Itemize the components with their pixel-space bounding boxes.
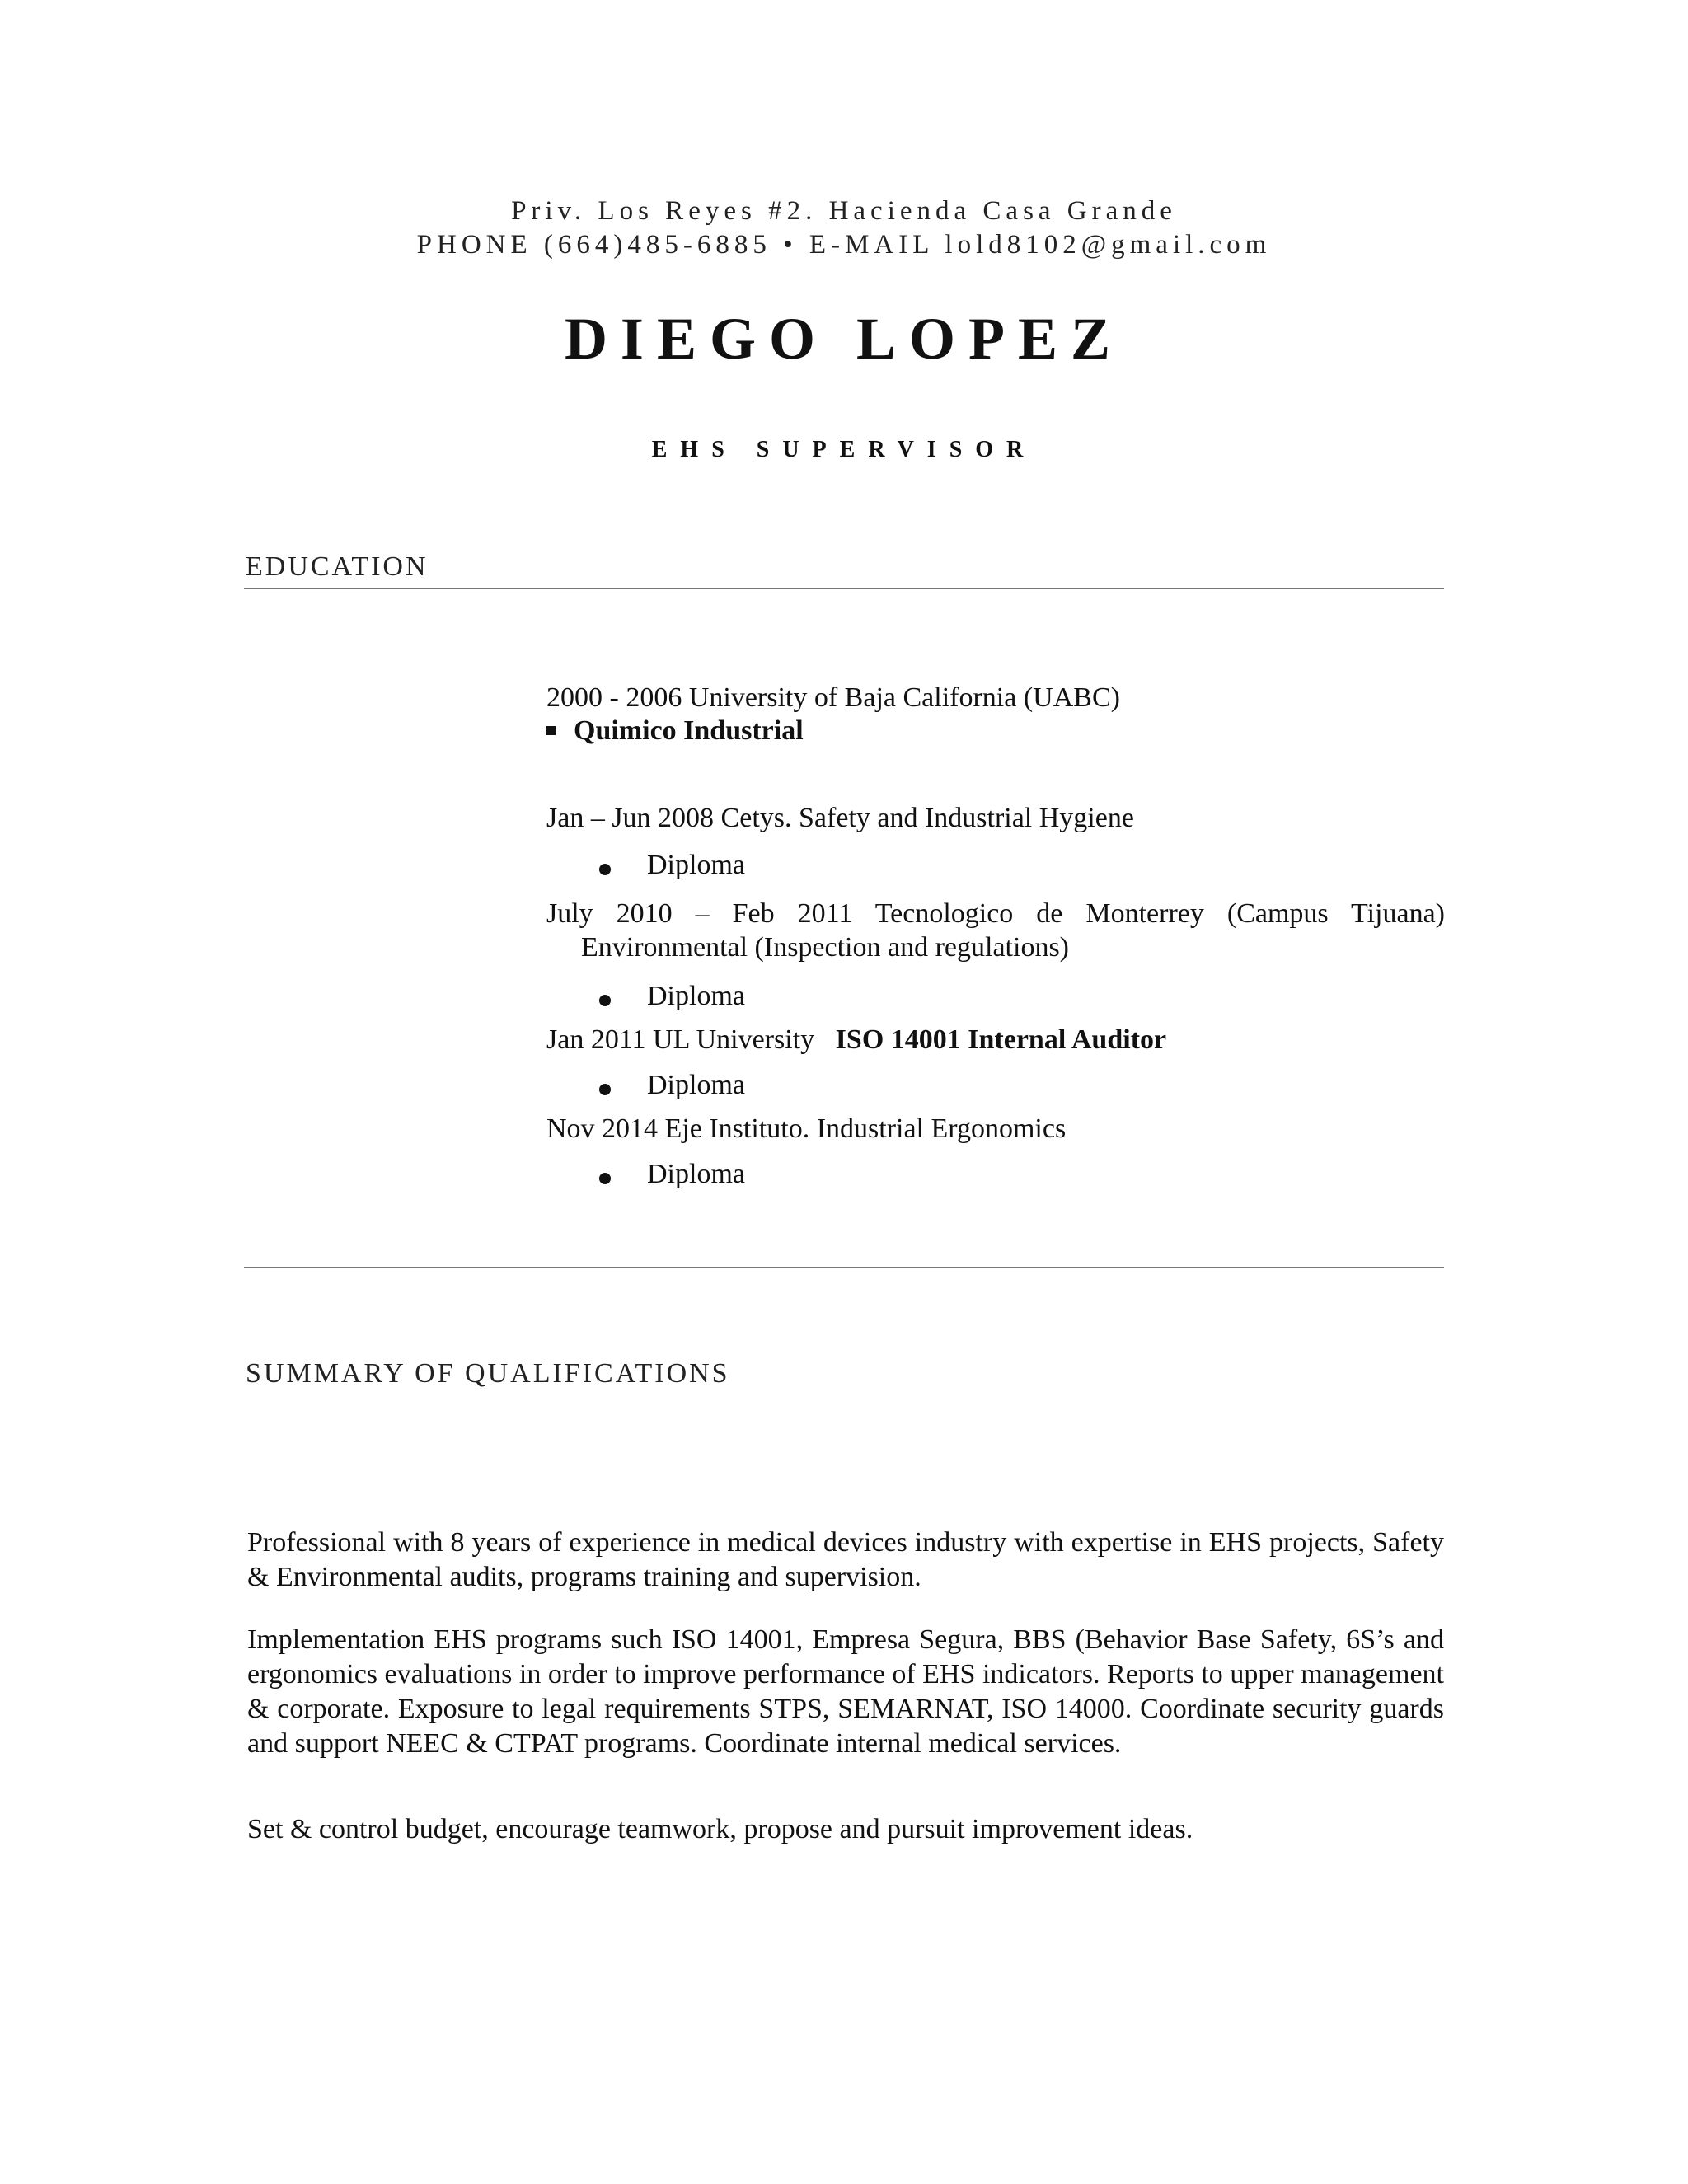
education-entry-uabc-degree — [546, 715, 804, 747]
education-entry-tec-diploma: Diploma — [647, 981, 745, 1011]
bullet-dot-icon — [599, 1084, 611, 1095]
summary-paragraph: Set & control budget, encourage teamwork, propose and pursuit improvement ideas. — [247, 1814, 1193, 1844]
education-bottom-divider — [244, 1267, 1444, 1268]
education-entry-eje: Nov 2014 Eje Instituto. Industrial Ergonomics — [546, 1113, 1067, 1144]
summary-paragraph: Professional with 8 years of experience in medical devices industry with expertise in EHS projects, Safety & Environmental audits, programs training and supervision. — [247, 1527, 1444, 1592]
education-entry-eje-diploma: Diploma — [647, 1159, 745, 1189]
summary-heading: SUMMARY OF QUALIFICATIONS — [246, 1358, 730, 1389]
address-line: Priv. Los Reyes #2. Hacienda Casa Grande — [511, 196, 1177, 226]
education-entry-ul: Jan 2011 UL University ISO 14001 Internal Auditor — [546, 1024, 1167, 1055]
education-heading: EDUCATION — [246, 551, 429, 582]
education-entry-tec-line1: July 2010 – Feb 2011 Tecnologico de Monterrey (Campus Tijuana) — [546, 898, 1446, 929]
contact-line: PHONE (664)485-6885 • E-MAIL lold8102@gmail.com — [416, 230, 1272, 260]
job-title: EHS SUPERVISOR — [651, 437, 1037, 462]
iso-auditor-text: ISO 14001 Internal Auditor — [835, 1024, 1167, 1055]
education-entry-ul-diploma: Diploma — [647, 1070, 745, 1100]
degree-text: Quimico Industrial — [574, 715, 804, 746]
education-entry-tec-line2: Environmental (Inspection and regulations) — [581, 932, 1069, 963]
education-entry-cetys: Jan – Jun 2008 Cetys. Safety and Industrial Hygiene — [546, 803, 1134, 833]
bullet-dot-icon — [599, 1173, 611, 1184]
bullet-dot-icon — [599, 864, 611, 875]
education-entry-cetys-diploma: Diploma — [647, 850, 745, 880]
summary-paragraph: Implementation EHS programs such ISO 14001, Empresa Segura, BBS (Behavior Base Safety, 6S’s and ergonomics evaluations in order to improve performance of EHS indicators. Reports to upper management & corporate. Exposure to legal requirements STPS, SEMARNAT, ISO 14000. Coordinate security guards and support NEEC & CTPAT programs. Coordinate internal medical services. — [247, 1624, 1444, 1759]
candidate-name: DIEGO LOPEZ — [564, 306, 1124, 372]
education-top-divider — [244, 588, 1444, 589]
square-bullet-icon — [546, 726, 556, 735]
bullet-dot-icon — [599, 995, 611, 1006]
education-entry-uabc: 2000 - 2006 University of Baja California (UABC) — [546, 682, 1120, 713]
